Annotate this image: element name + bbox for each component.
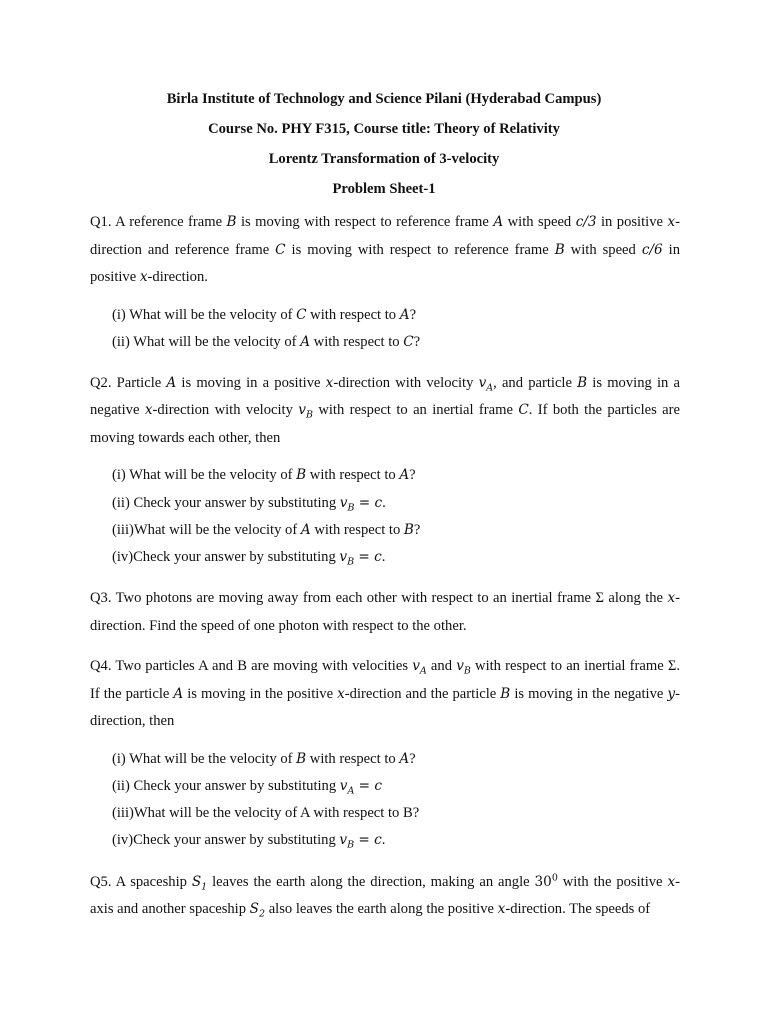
q4-text: is moving in the positive bbox=[183, 685, 338, 702]
q2-text: is moving in a positive bbox=[176, 374, 326, 391]
math-expr: = c bbox=[354, 494, 383, 511]
math-expr: c/3 bbox=[575, 214, 597, 230]
question-5 bbox=[90, 869, 680, 924]
math-var: A bbox=[300, 333, 311, 350]
q2-text: is moving in a negative bbox=[90, 374, 680, 419]
math-angle bbox=[535, 874, 558, 890]
math-expr: = c bbox=[354, 832, 382, 849]
q1-text: with speed bbox=[503, 214, 576, 230]
math-number: 30 bbox=[534, 873, 552, 890]
q2-text: with respect to an inertial frame bbox=[312, 402, 519, 419]
q1-text: is moving with respect to reference frame bbox=[285, 241, 555, 258]
math-var: A bbox=[399, 467, 410, 484]
list-item bbox=[112, 462, 680, 489]
item-text: ? bbox=[409, 306, 417, 323]
math-var: v bbox=[478, 374, 487, 391]
item-text: ? bbox=[409, 467, 416, 484]
math-var: B bbox=[577, 374, 588, 391]
q4-text: -direction and the particle bbox=[344, 685, 501, 702]
math-expr: = c bbox=[354, 549, 382, 566]
item-text: ? bbox=[413, 521, 421, 538]
q2-text: , and particle bbox=[493, 374, 578, 391]
q1-text: with speed bbox=[564, 241, 642, 258]
math-var: v bbox=[412, 658, 420, 675]
item-text: with respect to bbox=[306, 306, 400, 323]
item-text: (i) What will be the velocity of bbox=[112, 306, 297, 323]
item-text: (i) What will be the velocity of bbox=[112, 467, 297, 484]
math-velocity bbox=[298, 402, 313, 422]
math-var: A bbox=[399, 750, 410, 767]
math-var: x bbox=[337, 685, 345, 702]
sheet-title: Problem Sheet-1 bbox=[332, 181, 436, 197]
list-item bbox=[112, 544, 680, 571]
institute-title: Birla Institute of Technology and Science Pilani (Hyderabad Campus) bbox=[166, 91, 602, 107]
item-text: (ii) Check your answer by substituting bbox=[112, 777, 340, 794]
q5-text: with the positive bbox=[557, 873, 668, 890]
q2-text: -direction with velocity bbox=[333, 374, 479, 391]
math-subscript: B bbox=[463, 665, 471, 677]
math-equation bbox=[339, 549, 382, 568]
item-text: with respect to bbox=[306, 750, 400, 767]
math-expr: = c bbox=[354, 777, 383, 794]
question-1 bbox=[90, 209, 680, 292]
math-var: C bbox=[275, 241, 286, 258]
list-item bbox=[112, 302, 680, 329]
math-superscript: 0 bbox=[551, 872, 558, 883]
q4-text: is moving in the negative bbox=[510, 685, 668, 702]
q4-text: Q4. Two particles A and B are moving with velocities bbox=[90, 658, 413, 675]
math-subscript: A bbox=[486, 382, 494, 394]
q1-subquestions bbox=[112, 302, 680, 356]
math-velocity bbox=[412, 658, 427, 677]
question-2 bbox=[90, 370, 680, 453]
item-text: ? bbox=[409, 750, 416, 767]
math-var: C bbox=[518, 402, 529, 419]
math-subscript: B bbox=[347, 840, 355, 852]
item-text: . bbox=[381, 549, 386, 566]
list-item bbox=[112, 517, 680, 544]
item-text: (iv)Check your answer by substituting bbox=[112, 832, 340, 849]
q4-text: with respect to an inertial frame Σ. If the particle bbox=[90, 658, 680, 702]
math-velocity bbox=[478, 374, 494, 394]
item-text: . bbox=[381, 832, 386, 849]
q4-subquestions bbox=[112, 746, 680, 855]
math-subscript: 2 bbox=[259, 908, 266, 920]
item-text: ? bbox=[413, 333, 421, 350]
item-text: (iv)Check your answer by substituting bbox=[112, 549, 340, 566]
math-equation bbox=[339, 777, 383, 797]
document-header bbox=[0, 92, 768, 196]
q2-text: . If both the particles are moving towards each other, then bbox=[90, 402, 680, 446]
q4-text: -direction, then bbox=[90, 685, 680, 730]
q1-text: in positive bbox=[596, 214, 668, 230]
q2-text: -direction with velocity bbox=[152, 402, 299, 419]
item-text: with respect to bbox=[310, 521, 404, 538]
q2-subquestions bbox=[112, 462, 680, 571]
math-velocity bbox=[456, 658, 471, 677]
q1-text: in positive bbox=[90, 241, 680, 285]
item-text: (iii)What will be the velocity of bbox=[112, 521, 301, 538]
math-equation bbox=[339, 832, 382, 852]
math-var: y bbox=[667, 685, 676, 702]
math-var: x bbox=[667, 590, 676, 607]
math-var: B bbox=[296, 750, 307, 767]
q1-text: -direction. bbox=[147, 269, 208, 285]
math-var: B bbox=[296, 467, 307, 484]
list-item bbox=[112, 827, 680, 854]
math-var: A bbox=[399, 306, 410, 323]
item-text: (i) What will be the velocity of bbox=[112, 750, 297, 767]
math-var: x bbox=[497, 901, 506, 918]
math-spaceship bbox=[249, 901, 266, 920]
math-var: v bbox=[339, 549, 348, 566]
math-var: v bbox=[298, 402, 306, 419]
math-subscript: 1 bbox=[201, 881, 208, 893]
course-title: Course No. PHY F315, Course title: Theory of Relativity bbox=[208, 121, 560, 137]
list-item bbox=[112, 746, 680, 773]
math-var: A bbox=[173, 685, 184, 702]
question-3 bbox=[90, 585, 680, 640]
math-equation bbox=[339, 494, 383, 514]
q3-text: along the bbox=[603, 590, 668, 607]
math-var: v bbox=[456, 658, 464, 675]
q5-text: -axis and another spaceship bbox=[90, 873, 680, 918]
question-4 bbox=[90, 653, 680, 736]
q5-text: Q5. A spaceship bbox=[90, 873, 192, 890]
math-var: v bbox=[339, 777, 348, 794]
math-subscript: B bbox=[347, 556, 355, 568]
q1-text: -direction and reference frame bbox=[90, 214, 680, 258]
math-var: B bbox=[500, 685, 511, 702]
q4-text: and bbox=[426, 658, 457, 675]
math-var: x bbox=[144, 402, 153, 419]
math-var: x bbox=[139, 269, 148, 285]
q1-text: Q1. A reference frame bbox=[90, 214, 227, 230]
item-text: (ii) Check your answer by substituting bbox=[112, 494, 340, 511]
math-subscript: A bbox=[419, 665, 427, 677]
q2-text: Q2. Particle bbox=[90, 374, 167, 391]
math-spaceship bbox=[191, 873, 208, 893]
math-var: C bbox=[403, 333, 414, 350]
q3-text: Q3. Two photons are moving away from each other with respect to an inertial frame bbox=[90, 590, 596, 607]
item-text: with respect to bbox=[306, 467, 400, 484]
math-var: S bbox=[249, 901, 259, 918]
list-item bbox=[112, 329, 680, 356]
math-expr: c/6 bbox=[641, 241, 663, 258]
q5-text: -direction. The speeds of bbox=[505, 901, 651, 918]
item-text: with respect to bbox=[310, 333, 404, 350]
math-var: B bbox=[226, 214, 237, 230]
q5-text: also leaves the earth along the positive bbox=[265, 901, 498, 918]
math-var: v bbox=[339, 832, 348, 849]
math-var: v bbox=[339, 494, 348, 511]
item-text: (iii)What will be the velocity of A with respect to B? bbox=[112, 805, 420, 822]
math-var: x bbox=[667, 873, 676, 890]
q1-text: is moving with respect to reference frame bbox=[236, 214, 494, 230]
math-var: x bbox=[325, 374, 334, 391]
math-var: x bbox=[667, 214, 676, 230]
q5-text: leaves the earth along the direction, making an angle bbox=[207, 873, 535, 890]
math-symbol: Σ bbox=[595, 590, 604, 607]
math-var: B bbox=[554, 241, 565, 258]
document-body bbox=[90, 209, 680, 924]
item-text: . bbox=[382, 494, 386, 511]
math-var: B bbox=[403, 521, 414, 538]
math-subscript: B bbox=[305, 410, 313, 422]
q3-text: -direction. Find the speed of one photon with respect to the other. bbox=[90, 590, 680, 634]
math-var: A bbox=[166, 374, 177, 391]
item-text: (ii) What will be the velocity of bbox=[112, 333, 301, 350]
math-var: A bbox=[493, 214, 504, 230]
math-subscript: B bbox=[347, 502, 355, 514]
list-item bbox=[112, 773, 680, 800]
list-item bbox=[112, 800, 680, 827]
math-subscript: A bbox=[347, 785, 355, 797]
topic-title: Lorentz Transformation of 3-velocity bbox=[268, 151, 500, 167]
math-var: A bbox=[300, 521, 311, 538]
math-var: S bbox=[191, 873, 202, 890]
list-item bbox=[112, 490, 680, 517]
math-var: C bbox=[296, 306, 307, 323]
spacer bbox=[90, 640, 680, 653]
